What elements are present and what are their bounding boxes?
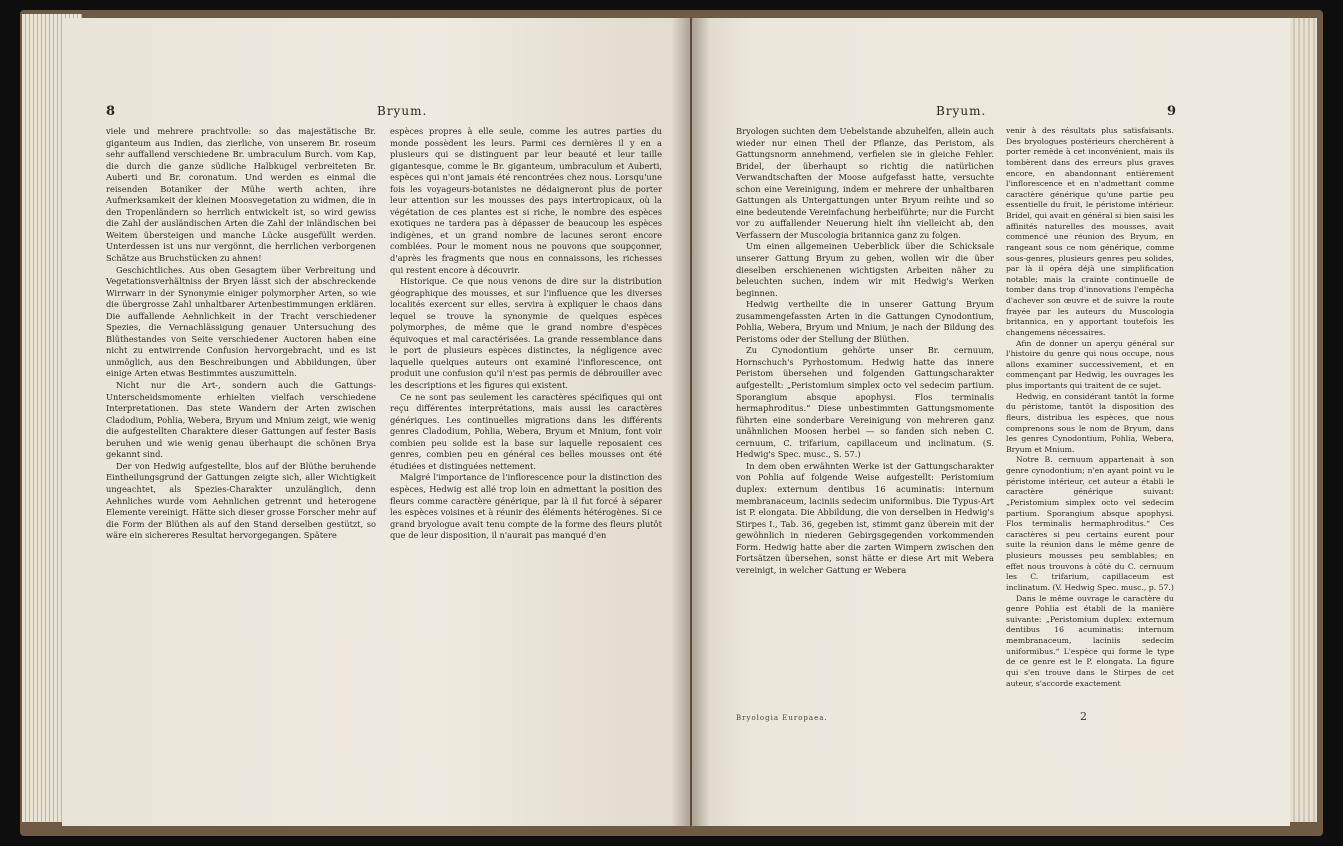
paragraph: Nicht nur die Art-, sondern auch die Gattungs-Unterscheidsmomente erhielten vielfach verschiedene Interpretationen. Das stete Wandern der Arten zwischen Cladodium, Pohlia, Webera, Bryum und Mnium zeigt, wie wenig die aufgestellten Charaktere dieser Gattungen auf fester Basis beruhen und wie wenig genau überhaupt die schönen Brya gekannt sind. <box>106 380 376 460</box>
book-gutter <box>672 18 710 826</box>
paragraph: In dem oben erwähnten Werke ist der Gattungscharakter von Pohlia auf folgende Weise aufgestellt: Peristomium duplex: externum dentibus 16 acuminatis: internum membranaceum, laciniis sedecim uniformibus. Die Typus-Art ist P. elongata. Die Abbildung, die von derselben in Hedwig's Stirpes I., Tab. 36, gegeben ist, stimmt ganz überein mit der gewöhnlich in niederen Gebirgsgegenden vorkommenden Form. Hedwig hatte aber die zarten Wimpern zwischen den Fortsätzen übersehen, sonst hätte er diese Art mit Webera vereinigt, in welcher Gattung er Webera <box>736 460 994 575</box>
left-page <box>62 18 690 826</box>
right-page <box>692 18 1290 826</box>
paragraph: Historique. Ce que nous venons de dire sur la distribution géographique des mousses, et sur l'influence que les diverses localités exercent sur elles, servira à expliquer le chaos dans lequel se trouve la synonymie de quelques espèces polymorphes, de même que le grand nombre d'espèces équivoques et mal caractérisées. La grande ressemblance dans le port de plusieurs espèces distinctes, la négligence avec laquelle quelques auteurs ont examiné l'inflorescence, ont produit une confusion qu'il n'est pas permis de débrouiller avec les descriptions et les figures qui existent. <box>390 276 662 391</box>
paragraph: Malgré l'importance de l'inflorescence pour la distinction des espèces, Hedwig est allé trop loin en admettant la position des fleurs comme caractère générique, par là il fut forcé à séparer les espèces voisines et à réunir des éléments hétérogènes. Si ce grand bryologue avait tenu compte de la forme des fleurs plutôt que de leur disposition, il n'aurait pas manqué d'en <box>390 472 662 541</box>
page-footer: Bryologia Europaea. <box>736 714 828 722</box>
paragraph: venir à des résultats plus satisfaisants. Des bryologues postérieurs cherchèrent à porter remède à cet inconvénient, mais ils tombèrent dans des erreurs plus graves encore, en abandonnant entièrement l'inflorescence et en n'admettant comme caractère générique qu'une partie peu essentielle du fruit, le péristome intérieur. Bridel, qui avait en général si bien saisi les affinités naturelles des mousses, avait commencé une réunion des Bryum, en rangeant sous ce nom générique, comme sous-genres, plusieurs genres peu solides, par là il opéra déjà une simplification notable; mais la crainte continuelle de tomber dans trop d'innovations l'empêcha d'achever son œuvre et de suivre la route frayée par les auteurs du Muscologia britannica, en y apportant toutefois les changemens nécessaires. <box>1006 126 1174 337</box>
paragraph: viele und mehrere prachtvolle: so das majestätische Br. giganteum aus Indien, das zierliche, von unserem Br. roseum sehr auffallend verschiedene Br. umbraculum Burch. vom Kap, die durch die ganze südliche Halbkugel verbreiteten Br. Auberti und Br. coronatum. Und werden es einmal die reisenden Botaniker der Mühe werth achten, ihre Aufmerksamkeit der kleinen Moosvegetation zu widmen, die in den Tropenländern so herrlich entwickelt ist, so wird gewiss die Zahl der ausländischen Arten die Zahl der inländischen bei Weitem übersteigen und manche Lücke ausgefüllt werden. Unterdessen ist uns nur vergönnt, die herrlichen verborgenen Schätze aus Bruchstücken zu ahnen! <box>106 126 376 264</box>
paragraph: Der von Hedwig aufgestellte, blos auf der Blüthe beruhende Eintheilungsgrund der Gattungen zeigte sich, aller Wichtigkeit ungeachtet, als Spezies-Charakter unzulänglich, denn Aehnliches wurde vom Aehnlichen getrennt und heterogene Elemente vereinigt. Hätte sich dieser grosse Forscher mehr auf die Form der Blüthen als auf den Stand derselben gestützt, so wäre ein sichereres Resultat hervorgegangen. Spätere <box>106 460 376 541</box>
page-number-right: 9 <box>1167 104 1178 119</box>
german-column-right <box>736 126 994 576</box>
paragraph: Dans le même ouvrage le caractère du genre Pohlia est établi de la manière suivante: „Peristomium duplex: externum dentibus 16 acuminatis: internum membranaceum, laciniis sedecim uniformibus.“ L'espèce qui forme le type de ce genre est le P. elongata. La figure qui s'en trouve dans le Stirpes de cet auteur, s'accorde exactement <box>1006 593 1174 688</box>
page-number-left: 8 <box>106 104 117 119</box>
french-column-left <box>390 126 662 542</box>
signature-mark: 2 <box>1080 710 1087 723</box>
paragraph: Hedwig vertheilte die in unserer Gattung Bryum zusammengefassten Arten in die Gattungen Cynodontium, Pohlia, Webera, Bryum und Mnium, je nach der Bildung des Peristoms oder der Stellung der Blüthen. <box>736 299 994 344</box>
paragraph: espèces propres à elle seule, comme les autres parties du monde possèdent les leurs. Parmi ces dernières il y en a plusieurs qui se distinguent par leur beauté et leur taille gigantesque, comme le Br. giganteum, umbraculum et Auberti, espèces qui n'ont jamais été rencontrées chez nous. Lorsqu'une fois les voyageurs-botanistes ne dédaigneront plus de porter leur attention sur les mousses des pays intertropicaux, où la végétation de ces plantes est si riche, le nombre des espèces exotiques ne tardera pas à dépasser de beaucoup les espèces indigènes, et un grand nombre de lacunes seront encore comblées. Pour le moment nous ne pouvons que soupçonner, d'après les fragments que nous en connaissons, les richesses qui restent encore à découvrir. <box>390 126 662 275</box>
paragraph: Um einen allgemeinen Ueberblick über die Schicksale unserer Gattung Bryum zu geben, wollen wir die über dieselben erschienenen wichtigsten Arbeiten näher zu beleuchten suchen, indem wir mit Hedwig's Werken beginnen. <box>736 241 994 298</box>
paragraph: Bryologen suchten dem Uebelstande abzuhelfen, allein auch wieder nur einen Theil der Pflanze, das Peristom, als Gattungsnorm annehmend, verfielen sie in gleiche Fehler. Bridel, der überhaupt so richtig die natürlichen Verwandtschaften der Moose aufgefasst hatte, versuchte schon eine Vereinigung, indem er mehrere der unhaltbaren Gattungen als Untergattungen unter Bryum reihte und so eine bedeutende Vereinfachung herbeiführte; nur die Furcht vor zu auffallender Neuerung hielt ihn vielleicht ab, den Verfassern der Muscologia britannica ganz zu folgen. <box>736 126 994 240</box>
german-column-left <box>106 126 376 542</box>
paragraph: Afin de donner un aperçu général sur l'histoire du genre qui nous occupe, nous allons examiner successivement, et en commençant par Hedwig, les ouvrages les plus importants qui traitent de ce sujet. <box>1006 338 1174 390</box>
paragraph: Geschichtliches. Aus oben Gesagtem über Verbreitung und Vegetationsverhältniss der Bryen lässt sich der abschreckende Wirrwarr in der Synonymie einiger polymorpher Arten, so wie die übergrosse Zahl unhaltbarer Artenbestimmungen erklären. Die auffallende Aehnlichkeit in der Tracht verschiedener Spezies, die Vernachlässigung genauer Untersuchung des Blüthestandes von Seite verschiedener Auctoren haben eine nicht zu entwirrende Confusion hervorgebracht, und es ist unmöglich, aus den Beschreibungen und Abbildungen, über einige Arten etwas Bestimmtes auszumitteln. <box>106 264 376 379</box>
paragraph: Hedwig, en considérant tantôt la forme du péristome, tantôt la disposition des fleurs, distribua les espèces, que nous comprenons sous le nom de Bryum, dans les genres Cynodontium, Pohlia, Webera, Bryum et Mnium. <box>1006 391 1174 454</box>
running-head-right: Bryum. <box>936 104 987 118</box>
paragraph: Zu Cynodontium gehörte unser Br. cernuum, Hornschuch's Pyrhostomum. Hedwig hatte das innere Peristom übersehen und folgenden Gattungscharakter aufgestellt: „Peristomium simplex octo vel sedecim partium. Sporangium absque apophysi. Flos terminalis hermaphroditus.“ Diese unbestimmten Gattungsmomente führten eine sonderbare Vereinigung von mehreren ganz unähnlichen Moosen herbei — so fanden sich neben C. cernuum, C. trifarium, capillaceum und inclinatum. (S. Hedwig's Spec. musc., S. 57.) <box>736 345 994 460</box>
french-column-right <box>1006 126 1174 689</box>
running-head-left: Bryum. <box>377 104 428 118</box>
paragraph: Notre B. cernuum appartenait à son genre cynodontium; n'en ayant point vu le péristome intérieur, cet auteur a établi le caractère générique suivant: „Peristomium simplex octo vel sedecim partium. Sporangium absque apophysi. Flos terminalis hermaphroditus.“ Ces caractères si peu certains eurent pour suite la réunion dans le même genre de plusieurs mousses peu semblables; en effet nous trouvons à côté du C. cernuum les C. trifarium, capillaceum est inclinatum. (V. Hedwig Spec. musc., p. 57.) <box>1006 455 1174 592</box>
paragraph: Ce ne sont pas seulement les caractères spécifiques qui ont reçu différentes interprétations, mais aussi les caractères génériques. Les continuelles migrations dans les différents genres Cladodium, Pohlia, Webera, Bryum et Mnium, font voir combien peu solide est la base sur laquelle reposaient ces genres, combien peu en général ces belles mousses ont été étudiées et distinguées nettement. <box>390 391 662 471</box>
